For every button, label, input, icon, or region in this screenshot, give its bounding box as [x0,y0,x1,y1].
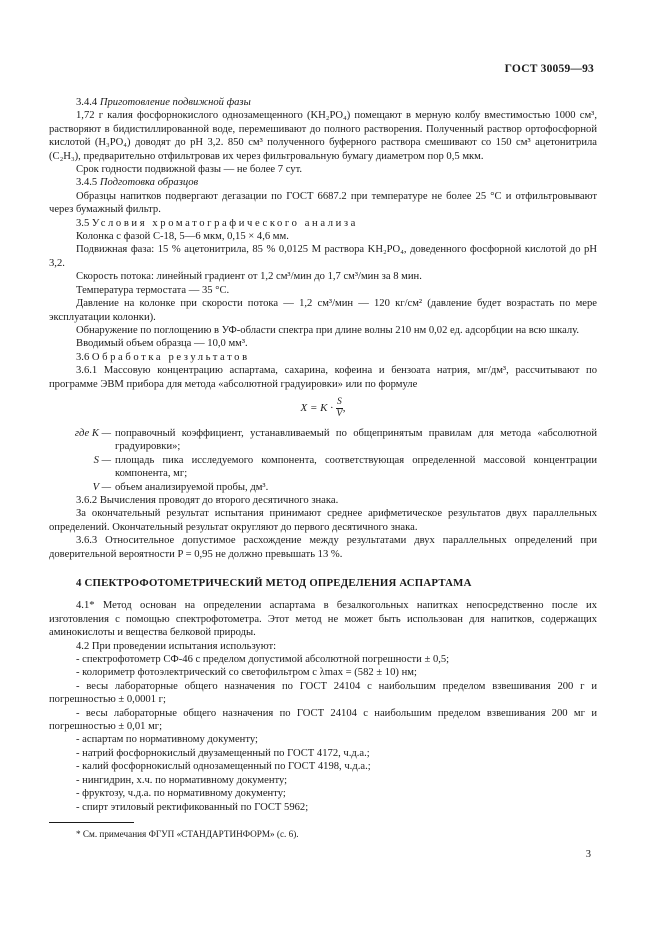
where-item-k: где K — поправочный коэффициент, устанавливаемый по общепринятым правилам для метода «абсолютной градуировки»; [74,427,597,453]
paragraph: Срок годности подвижной фазы — не более 7 сут. [76,164,303,176]
paragraph: Давление на колонке при скорости потока — 1,2 см³/мин — 120 кг/см² (давление будет возрастать по мере эксплуатации колонки). [49,298,597,323]
where-item-s: S — площадь пика исследуемого компонента, соответствующая определенной массовой концентрации компонента, мг; [93,454,597,480]
formula-fraction [336,397,343,420]
section-heading-4: 4 СПЕКТРОФОТОМЕТРИЧЕСКИЙ МЕТОД ОПРЕДЕЛЕНИЯ АСПАРТАМА [76,577,472,589]
paragraph: 3.6.3 Относительное допустимое расхождение между результатами двух параллельных определений при доверительной вероятности P = 0,95 не должно превышать 13 %. [49,535,597,560]
list-item: - натрий фосфорнокислый двузамещенный по ГОСТ 4172, ч.д.а.; [76,747,370,759]
page-number: 3 [585,849,591,860]
paragraph: Вводимый объем образца — 10,0 мм³. [76,338,248,350]
formula-denominator: V [336,408,343,419]
list-item: - весы лабораторные общего назначения по ГОСТ 24104 с наибольшим пределом взвешивания 200 г и погрешностью ± 0,0001 г; [49,680,597,706]
formula-numerator: S [336,396,342,407]
paragraph: Образцы напитков подвергают дегазации по ГОСТ 6687.2 при температуре не более 25 °С и отфильтровывают через бумажный фильтр. [49,190,597,216]
paragraph: 1,72 г калия фосфорнокислого однозамещенного (KH₂PO₄) помещают в мерную колбу вместимостью 1000 см³, растворяют в бидистиллированной воде, перемешивают до полного растворения. Полученный раствор ортофосфорной кислотой (H₃PO₄) доводят до pH 3,2. 850 см³ полученного буферного раствора смешивают со 150 см³ ацетонитрила (C₂H₃), предварительно отфильтровав их через фильтровальную бумагу диаметром пор 0,5 мкм. [49,110,597,162]
paragraph: 4.2 При проведении испытания используют: [76,640,277,652]
paragraph: Скорость потока: линейный градиент от 1,2 см³/мин до 1,7 см³/мин за 8 мин. [76,271,422,283]
subsection-heading-3-4-5: 3.4.5 Подготовка образцов [76,177,199,189]
list-item: - спирт этиловый ректификованный по ГОСТ 5962; [76,801,309,813]
list-item: - аспартам по нормативному документу; [76,734,258,746]
subsection-heading-3-5: 3.5 Условия хроматографического анализа [76,217,358,229]
paragraph: 4.1* Метод основан на определении аспартама в безалкогольных напитках непосредственно после их изготовления с помощью спектрофотометра. Этот метод не может быть использован для напитков, содержащих аминокислоты и вещества белковой природы. [49,600,597,639]
formula-lhs: X = K · [300,401,333,414]
formula: X = K · $\frac{S}{V}$ , [300,396,346,419]
list-item: - нингидрин, х.ч. по нормативному документу; [76,774,288,786]
subsection-heading-3-6: 3.6 Обработка результатов [76,351,250,363]
paragraph: Обнаружение по поглощению в УФ-области спектра при длине волны 210 нм 0,02 ед. адсорбции на всю шкалу. [76,324,580,336]
standard-header: ГОСТ 30059—93 [504,63,594,75]
list-item: - фруктозу, ч.д.а. по нормативному документу; [76,788,286,800]
paragraph: Подвижная фаза: 15 % ацетонитрила, 85 % 0,0125 М раствора KH₂PO₄, доведенного фосфорной кислотой до pH 3,2. [49,244,597,269]
paragraph: За окончательный результат испытания принимают среднее арифметическое результатов двух параллельных определений. Окончательный результат округляют до первого десятичного знака. [49,508,597,533]
footnote: * См. примечания ФГУП «СТАНДАРТИНФОРМ» (с. 6). [76,829,299,839]
paragraph: 3.6.2 Вычисления проводят до второго десятичного знака. [76,494,339,506]
body-text [49,96,597,814]
subsection-heading-3-4-4: 3.4.4 Приготовление подвижной фазы [76,97,251,108]
list-item: - калий фосфорнокислый однозамещенный по ГОСТ 4198, ч.д.а.; [76,761,371,773]
where-item-v: V — объем анализируемой пробы, дм³. [92,481,269,493]
list-item: - спектрофотометр СФ-46 с пределом допустимой абсолютной погрешности ± 0,5; [76,654,450,666]
paragraph: 3.6.1 Массовую концентрацию аспартама, сахарина, кофеина и бензоата натрия, мг/дм³, рассчитывают по программе ЭВМ прибора для метода «абсолютной градуировки» или по формуле [49,365,597,390]
list-item: - колориметр фотоэлектрический со светофильтром с λmax = (582 ± 10) нм; [76,667,417,679]
paragraph: Колонка с фазой С-18, 5—6 мкм, 0,15 × 4,6 мм. [76,231,289,243]
list-item: - весы лабораторные общего назначения по ГОСТ 24104 с наибольшим пределом взвешивания 200 мг и погрешностью ± 0,01 мг; [49,707,597,733]
paragraph: Температура термостата — 35 °С. [76,284,230,296]
footnote-divider [49,822,134,823]
